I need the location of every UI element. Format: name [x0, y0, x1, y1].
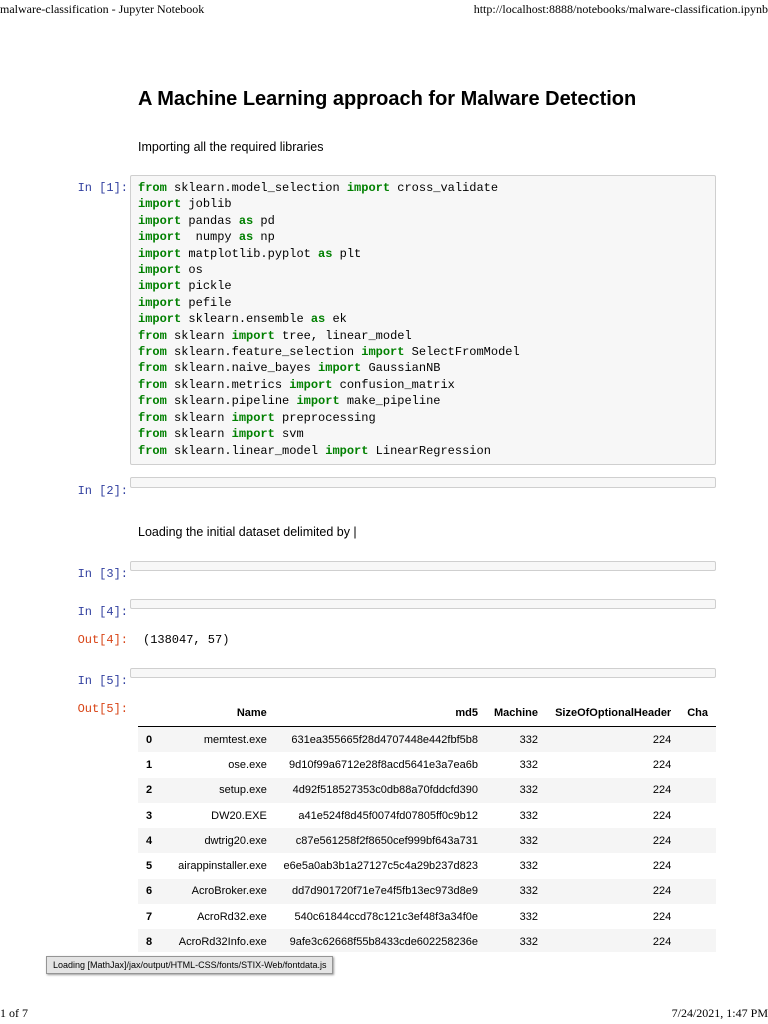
- cell-characteristics: [679, 727, 716, 753]
- code-text: pefile: [181, 295, 232, 310]
- code-keyword: import: [361, 345, 405, 360]
- code-text: sklearn: [166, 410, 232, 425]
- code-text: plt: [332, 246, 362, 261]
- code-text: svm: [274, 427, 304, 442]
- row-index: 6: [146, 885, 153, 898]
- print-header: [0, 0, 768, 18]
- code-text: numpy: [181, 230, 239, 245]
- column-header-machine: Machine: [486, 700, 546, 727]
- code-text: confusion_matrix: [332, 377, 455, 392]
- cell-characteristics: [679, 752, 716, 777]
- cell-md5: 9afe3c62668f55b8433cde602258236e: [289, 936, 478, 949]
- cell-name: setup.exe: [219, 784, 267, 797]
- code-text: tree, linear_model: [274, 328, 412, 343]
- code-cell-4[interactable]: [130, 599, 716, 609]
- code-keyword: import: [231, 328, 275, 343]
- code-keyword: import: [296, 394, 340, 409]
- code-text: sklearn.pipeline: [166, 394, 297, 409]
- output-prompt-5: Out[5]:: [77, 702, 128, 716]
- dataframe-output: [138, 700, 716, 952]
- dataframe-table: [138, 700, 716, 952]
- code-line: [138, 377, 715, 393]
- cell-md5: dd7d901720f71e7e4f5fb13ec973d8e9: [292, 885, 478, 898]
- table-row: [138, 853, 716, 878]
- cell-size-of-optional-header: 224: [652, 936, 672, 949]
- input-prompt-1: In [1]:: [77, 181, 128, 195]
- code-text: sklearn: [166, 328, 232, 343]
- cell-machine: 332: [519, 809, 539, 822]
- page-url[interactable]: http://localhost:8888/notebooks/malware-classification.ipynb: [473, 2, 768, 16]
- cell-machine: 332: [519, 834, 539, 847]
- code-keyword: import: [325, 443, 369, 458]
- code-text: pickle: [181, 279, 232, 294]
- code-line: [138, 410, 715, 426]
- code-cell-5[interactable]: [130, 668, 716, 678]
- cell-machine: 332: [519, 758, 539, 771]
- cell-size-of-optional-header: 224: [652, 834, 672, 847]
- notebook-heading: A Machine Learning approach for Malware Detection: [138, 88, 637, 110]
- code-text: SelectFromModel: [404, 345, 520, 360]
- cell-characteristics: [679, 853, 716, 878]
- cell-machine: 332: [519, 733, 539, 746]
- cell-name: DW20.EXE: [211, 809, 267, 822]
- table-row: [138, 752, 716, 777]
- markdown-cell-libraries: Importing all the required libraries: [138, 140, 324, 154]
- code-text: np: [253, 230, 275, 245]
- code-keyword: import: [138, 230, 182, 245]
- code-keyword: import: [289, 377, 333, 392]
- row-index: 0: [146, 733, 153, 746]
- table-row: [138, 803, 716, 828]
- cell-md5: 540c61844ccd78c121c3ef48f3a34f0e: [294, 910, 478, 923]
- code-keyword: import: [138, 279, 182, 294]
- cell-name: dwtrig20.exe: [204, 834, 267, 847]
- page-title: malware-classification - Jupyter Notebook: [0, 2, 205, 16]
- cell-machine: 332: [519, 885, 539, 898]
- code-keyword: import: [138, 295, 182, 310]
- code-keyword: as: [238, 230, 254, 245]
- code-line: [138, 180, 715, 196]
- cell-characteristics: [679, 828, 716, 853]
- code-keyword: import: [138, 197, 182, 212]
- code-cell-2[interactable]: [130, 477, 716, 488]
- row-index: 3: [146, 809, 153, 822]
- input-prompt-5: In [5]:: [77, 674, 128, 688]
- code-text: sklearn: [166, 427, 232, 442]
- code-keyword: as: [238, 213, 254, 228]
- cell-machine: 332: [519, 910, 539, 923]
- input-prompt-3: In [3]:: [77, 567, 128, 581]
- code-line: [138, 426, 715, 442]
- code-keyword: import: [318, 361, 362, 376]
- code-keyword: from: [138, 410, 167, 425]
- cell-size-of-optional-header: 224: [652, 885, 672, 898]
- cell-characteristics: [679, 879, 716, 904]
- row-index: 5: [146, 860, 153, 873]
- cell-name: AcroRd32Info.exe: [178, 936, 267, 949]
- cell-characteristics: [679, 778, 716, 803]
- input-prompt-4: In [4]:: [77, 605, 128, 619]
- code-text: sklearn.feature_selection: [166, 345, 362, 360]
- code-text: sklearn.metrics: [166, 377, 290, 392]
- code-keyword: import: [138, 213, 182, 228]
- code-line: [138, 311, 715, 327]
- code-text: preprocessing: [274, 410, 376, 425]
- cell-size-of-optional-header: 224: [652, 809, 672, 822]
- cell-name: ose.exe: [228, 758, 267, 771]
- cell-name: AcroRd32.exe: [197, 910, 267, 923]
- code-text: pd: [253, 213, 275, 228]
- cell-characteristics: [679, 904, 716, 929]
- code-text: sklearn.model_selection: [166, 181, 347, 195]
- column-header-name: Name: [164, 700, 275, 727]
- code-keyword: as: [318, 246, 333, 261]
- code-keyword: as: [310, 312, 326, 327]
- code-text: os: [181, 263, 203, 278]
- code-keyword: import: [138, 312, 182, 327]
- code-line: [138, 262, 715, 278]
- cell-size-of-optional-header: 224: [652, 758, 672, 771]
- code-keyword: from: [138, 443, 167, 458]
- code-text: LinearRegression: [368, 443, 491, 458]
- output-4-text: (138047, 57): [143, 633, 230, 647]
- cell-machine: 332: [519, 784, 539, 797]
- code-text: matplotlib.pyplot: [181, 246, 319, 261]
- column-header-characteristics: Cha: [679, 700, 716, 727]
- code-line: [138, 360, 715, 376]
- cell-size-of-optional-header: 224: [652, 784, 672, 797]
- code-keyword: from: [138, 377, 167, 392]
- cell-size-of-optional-header: 224: [652, 733, 672, 746]
- cell-characteristics: [679, 929, 716, 952]
- table-row: [138, 727, 716, 753]
- cell-md5: c87e561258f2f8650cef999bf643a731: [295, 834, 478, 847]
- code-text: sklearn.naive_bayes: [166, 361, 319, 376]
- code-keyword: from: [138, 394, 167, 409]
- code-keyword: from: [138, 345, 167, 360]
- cell-md5: 4d92f518527353c0db88a70fddcfd390: [292, 784, 478, 797]
- code-text: sklearn.linear_model: [166, 443, 326, 458]
- cell-machine: 332: [519, 860, 539, 873]
- code-text: GaussianNB: [361, 361, 441, 376]
- table-row: [138, 904, 716, 929]
- code-cell-3[interactable]: [130, 561, 716, 571]
- code-text: sklearn.ensemble: [181, 312, 311, 327]
- code-line: [138, 229, 715, 245]
- mathjax-loading-status: Loading [MathJax]/jax/output/HTML-CSS/fonts/STIX-Web/fontdata.js: [46, 956, 333, 974]
- row-index: 8: [146, 936, 153, 949]
- table-row: [138, 879, 716, 904]
- code-line: [138, 196, 715, 212]
- print-footer: [0, 1006, 768, 1024]
- cell-machine: 332: [519, 936, 539, 949]
- print-date: 7/24/2021, 1:47 PM: [671, 1006, 768, 1020]
- code-line: [138, 443, 715, 459]
- markdown-cell-dataset: Loading the initial dataset delimited by |: [138, 525, 357, 539]
- row-index: 2: [146, 784, 153, 797]
- code-keyword: import: [138, 246, 182, 261]
- cell-name: AcroBroker.exe: [191, 885, 267, 898]
- row-index: 4: [146, 834, 153, 847]
- code-line: [138, 295, 715, 311]
- table-header-row: [138, 700, 716, 727]
- column-header-md5: md5: [275, 700, 486, 727]
- column-header-index: [138, 700, 164, 727]
- code-text: make_pipeline: [339, 394, 441, 409]
- code-keyword: import: [138, 263, 182, 278]
- code-keyword: from: [138, 427, 167, 442]
- cell-size-of-optional-header: 224: [652, 910, 672, 923]
- row-index: 1: [146, 758, 153, 771]
- code-keyword: from: [138, 361, 167, 376]
- table-row: [138, 929, 716, 952]
- code-keyword: import: [231, 427, 275, 442]
- code-line: [138, 328, 715, 344]
- code-keyword: from: [138, 181, 167, 195]
- output-prompt-4: Out[4]:: [77, 633, 128, 647]
- cell-characteristics: [679, 803, 716, 828]
- code-cell-1-source[interactable]: [131, 176, 715, 459]
- code-text: joblib: [181, 197, 232, 212]
- column-header-size-of-optional-header: SizeOfOptionalHeader: [546, 700, 679, 727]
- page-number: 1 of 7: [0, 1006, 28, 1020]
- code-line: [138, 393, 715, 409]
- cell-name: memtest.exe: [203, 733, 267, 746]
- code-line: [138, 213, 715, 229]
- code-line: [138, 278, 715, 294]
- code-line: [138, 246, 715, 262]
- cell-md5: 631ea355665f28d4707448e442fbf5b8: [291, 733, 478, 746]
- code-text: pandas: [181, 213, 239, 228]
- cell-size-of-optional-header: 224: [652, 860, 672, 873]
- code-keyword: from: [138, 328, 167, 343]
- table-row: [138, 778, 716, 803]
- code-text: ek: [325, 312, 347, 327]
- cell-md5: e6e5a0ab3b1a27127c5c4a29b237d823: [283, 860, 478, 873]
- table-row: [138, 828, 716, 853]
- cell-name: airappinstaller.exe: [178, 860, 267, 873]
- code-text: cross_validate: [390, 181, 499, 195]
- input-prompt-2: In [2]:: [77, 484, 128, 498]
- row-index: 7: [146, 910, 153, 923]
- code-keyword: import: [346, 181, 391, 195]
- cell-md5: 9d10f99a6712e28f8acd5641e3a7ea6b: [288, 758, 478, 771]
- code-line: [138, 344, 715, 360]
- cell-md5: a41e524f8d45f0074fd07805ff0c9b12: [298, 809, 478, 822]
- code-keyword: import: [231, 410, 275, 425]
- code-cell-1[interactable]: [130, 175, 716, 465]
